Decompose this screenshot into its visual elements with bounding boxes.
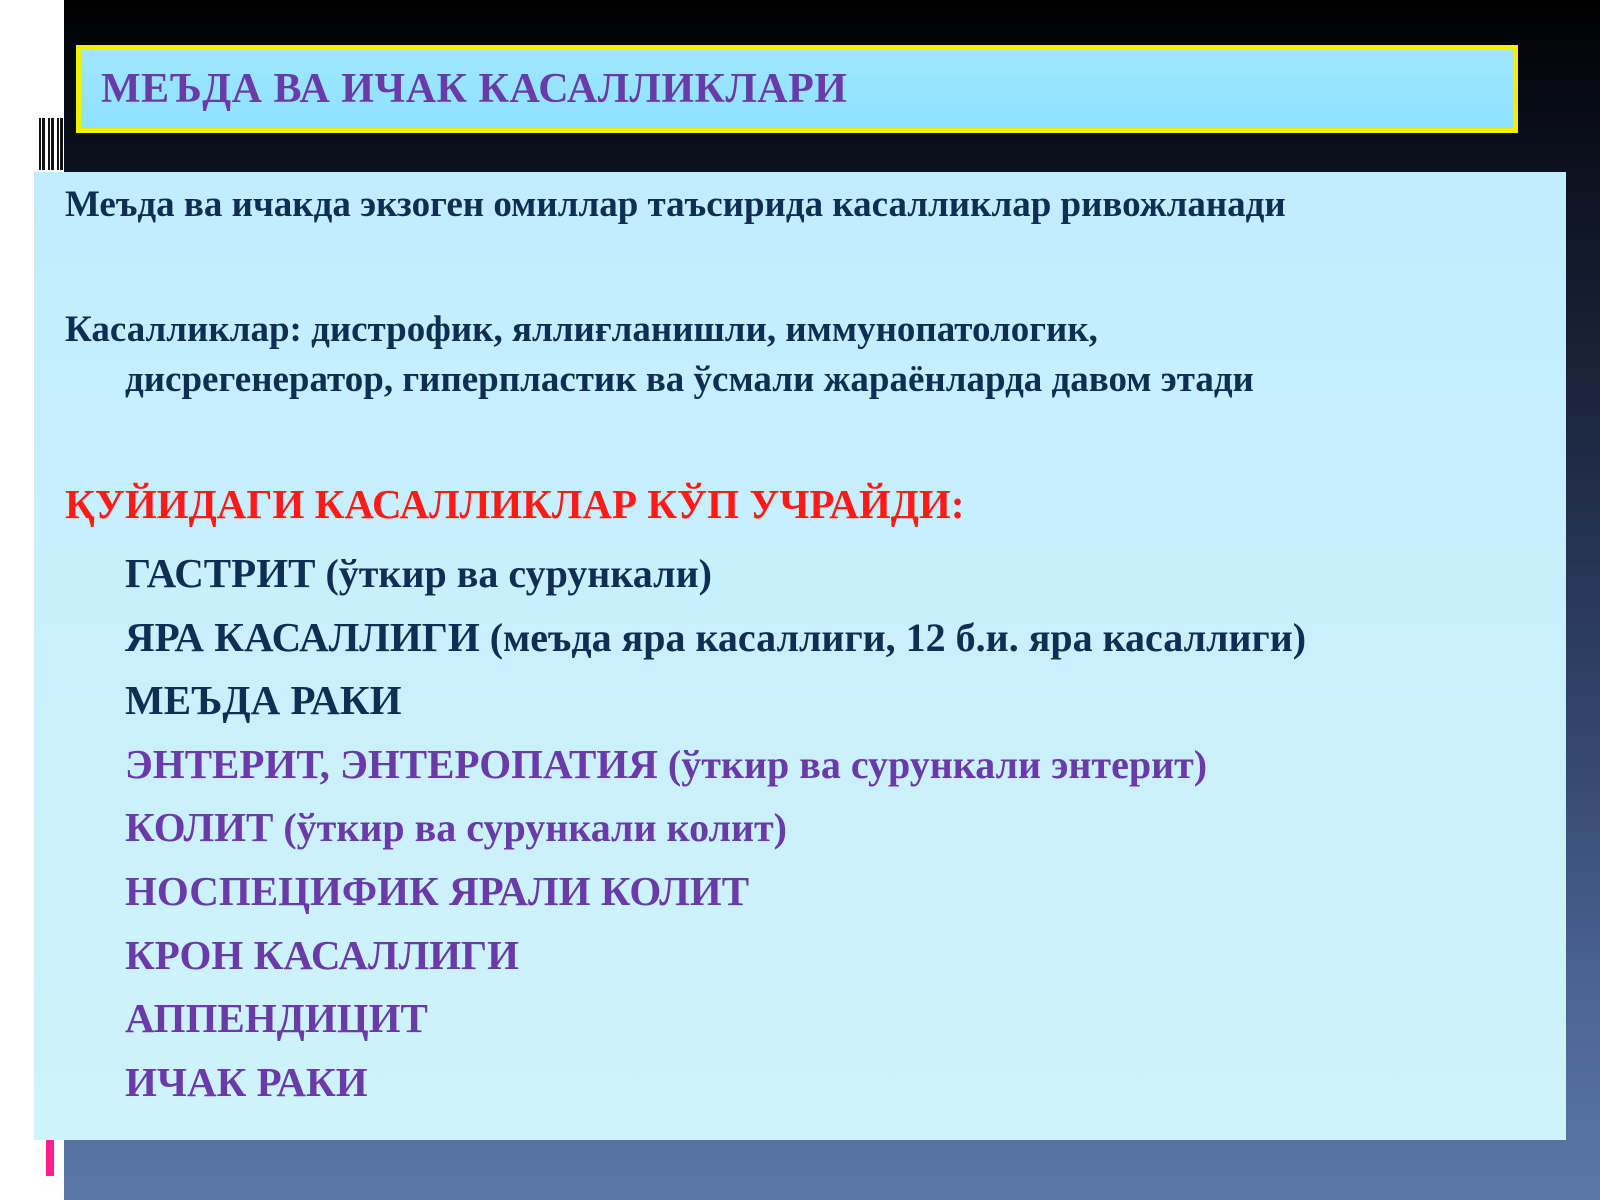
decorative-bars bbox=[36, 118, 64, 170]
list-item: ЯРА КАСАЛЛИГИ (меъда яра касаллиги, 12 б.и. яра касаллиги) bbox=[125, 613, 1307, 660]
list-item: МЕЪДА РАКИ bbox=[125, 677, 402, 724]
decorative-pink-mark bbox=[46, 1140, 54, 1176]
disease-list bbox=[125, 542, 1306, 1114]
list-item: АППЕНДИЦИТ bbox=[125, 995, 428, 1042]
list-heading: ҚУЙИДАГИ КАСАЛЛИКЛАР КЎП УЧРАЙДИ: bbox=[65, 481, 965, 527]
list-item: ЭНТЕРИТ, ЭНТЕРОПАТИЯ (ўткир ва сурункали энтерит) bbox=[125, 740, 1208, 787]
title-box bbox=[76, 45, 1518, 133]
slide-title: МЕЪДА ВА ИЧАК КАСАЛЛИКЛАРИ bbox=[101, 66, 848, 112]
list-item: ГАСТРИТ (ўткир ва сурункали) bbox=[125, 550, 712, 596]
list-item: КОЛИТ (ўткир ва сурункали колит) bbox=[125, 804, 787, 851]
list-item: ИЧАК РАКИ bbox=[125, 1058, 368, 1105]
intro-paragraph: Меъда ва ичакда экзоген омиллар таъсирида касалликлар ривожланади bbox=[65, 184, 1286, 225]
diseases-line-1: Касалликлар: дистрофик, яллиғланишли, иммунопатологик, bbox=[65, 309, 1098, 350]
diseases-paragraph bbox=[65, 305, 1254, 405]
list-item: КРОН КАСАЛЛИГИ bbox=[125, 931, 520, 978]
content-panel bbox=[34, 172, 1566, 1140]
list-item: НОСПЕЦИФИК ЯРАЛИ КОЛИТ bbox=[125, 867, 750, 914]
diseases-line-2: дисрегенератор, гиперпластик ва ўсмали жараёнларда давом этади bbox=[125, 359, 1254, 400]
